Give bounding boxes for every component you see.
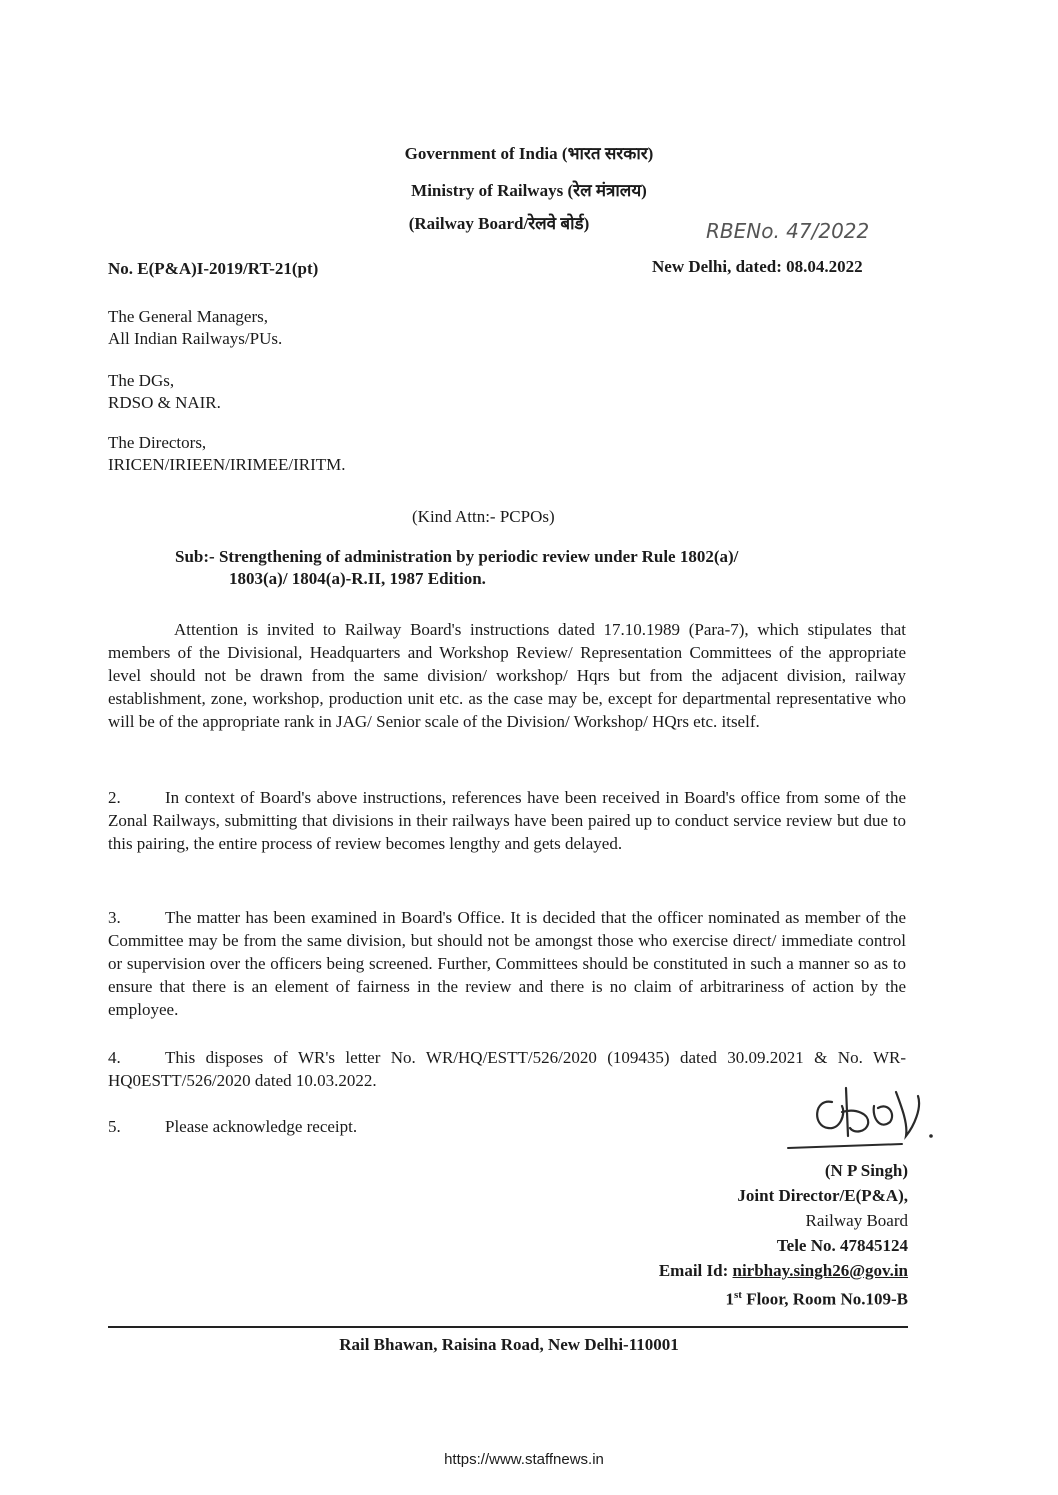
signatory-name: (N P Singh) <box>824 1161 908 1180</box>
subject <box>175 546 915 590</box>
subject-line1: Strengthening of administration by periodic review under Rule 1802(a)/ <box>218 547 739 566</box>
addressee-line: All Indian Railways/PUs. <box>108 329 283 349</box>
floor-number: 1 <box>725 1289 734 1309</box>
addressee-block <box>108 370 221 414</box>
addressee-line: The General Managers, <box>108 307 269 326</box>
paragraph-text: The matter has been examined in Board's Office. It is decided that the officer nominated as member of the Committee may be from the same division, but should not be amongst those who exercise direct/ immediate control or supervision over the officers being screened. Further, Committees should be constituted in such a manner so as to ensure that there is an element of fairness in the review and there is no claim of arbitrariness of action by the employee. <box>108 908 906 1019</box>
addressee-line: The DGs, <box>108 371 175 390</box>
source-url[interactable]: https://www.staffnews.in <box>444 1451 604 1468</box>
footer-divider <box>108 1326 908 1328</box>
kind-attention: (Kind Attn:- PCPOs) <box>412 507 555 526</box>
addressee-line: The Directors, <box>108 433 207 452</box>
paragraph-2 <box>108 786 906 855</box>
header-railway-board: (Railway Board/रेलवे बोर्ड) <box>408 214 590 233</box>
subject-label: Sub:- <box>175 547 215 566</box>
signatory-designation: Joint Director/E(P&A), <box>737 1186 908 1205</box>
signatory-block <box>508 1158 908 1312</box>
footer-address: Rail Bhawan, Raisina Road, New Delhi-110001 <box>339 1335 679 1354</box>
addressee-line: RDSO & NAIR. <box>108 393 221 413</box>
signature-scribble <box>784 1078 944 1158</box>
rbe-number-handwritten: RBENo. 47/2022 <box>706 219 870 243</box>
paragraph-3 <box>108 906 906 1021</box>
letter-reference-number: No. E(P&A)I-2019/RT-21(pt) <box>108 259 319 278</box>
email-link[interactable]: nirbhay.singh26@gov.in <box>732 1261 908 1280</box>
header-government: Government of India (भारत सरकार) <box>404 144 654 163</box>
paragraph-text: This disposes of WR's letter No. WR/HQ/ESTT/526/2020 (109435) dated 30.09.2021 & No. WR-HQ0ESTT/526/2020 dated 10.03.2022. <box>108 1048 906 1090</box>
header-ministry: Ministry of Railways (रेल मंत्रालय) <box>411 181 647 200</box>
paragraph-number: 2. <box>108 788 121 807</box>
floor-superscript: st <box>733 1289 742 1301</box>
signatory-organisation: Railway Board <box>805 1211 908 1230</box>
addressee-line: IRICEN/IRIEEN/IRIMEE/IRITM. <box>108 455 346 475</box>
letter-date: New Delhi, dated: 08.04.2022 <box>652 257 863 276</box>
paragraph-number: 3. <box>108 908 121 927</box>
paragraph-number: 4. <box>108 1048 121 1067</box>
email-label: Email Id: <box>658 1261 729 1280</box>
subject-line2: 1803(a)/ 1804(a)-R.II, 1987 Edition. <box>229 569 486 589</box>
paragraph-1: Attention is invited to Railway Board's instructions dated 17.10.1989 (Para-7), which stipulates that members of the Divisional, Headquarters and Workshop Review/ Representation Committees of the appropriate level should not be drawn from the same division/ workshop/ Hqrs but from the adjacent division, railway establishment, zone, workshop, production unit etc. as the case may be, except for departmental representative who will be of the appropriate rank in JAG/ Senior scale of the Division/ Workshop/ HQrs etc. itself. <box>108 620 906 731</box>
floor-room: Floor, Room No.109-B <box>746 1289 908 1309</box>
addressee-block <box>108 432 346 476</box>
paragraph-number: 5. <box>108 1117 121 1136</box>
addressee-block <box>108 306 282 350</box>
signatory-room <box>508 1283 908 1312</box>
paragraph-text: Please acknowledge receipt. <box>165 1117 358 1136</box>
signatory-email-row <box>508 1258 908 1283</box>
paragraph-text: In context of Board's above instructions, references have been received in Board's office from some of the Zonal Railways, submitting that divisions in their railways have been paired up to conduct service review but due to this pairing, the entire process of review becomes lengthy and gets delayed. <box>108 788 906 853</box>
signatory-telephone: Tele No. 47845124 <box>776 1236 908 1255</box>
